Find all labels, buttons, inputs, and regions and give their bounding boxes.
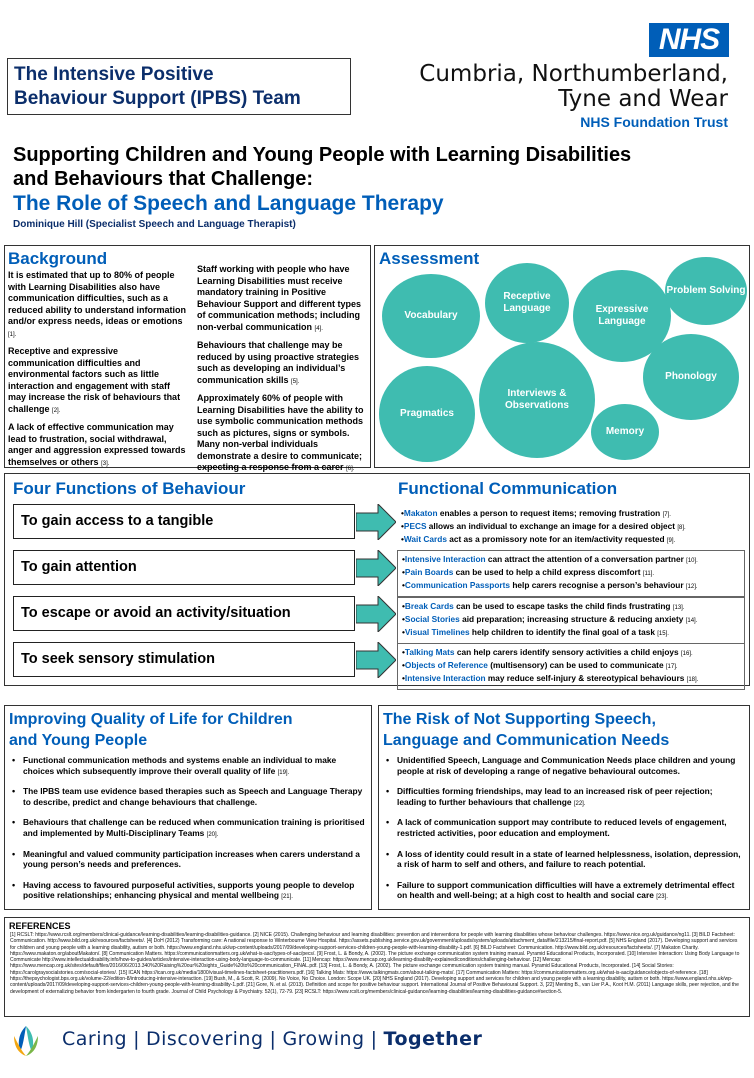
communication-item: •Intensive Interaction may reduce self-injury & stereotypical behaviours [18].	[402, 673, 699, 683]
list-item: • Functional communication methods and systems enable an individual to make choices which subsequently improve their overall quality of life [19].	[23, 755, 365, 778]
poster-subtitle: The Role of Speech and Language Therapy	[13, 192, 444, 215]
communication-item: •Objects of Reference (multisensory) can be used to communicate [17].	[402, 660, 678, 670]
footer-values: Caring | Discovering | Growing | Together	[62, 1028, 483, 1050]
assessment-circle-phonology: Phonology	[643, 334, 739, 420]
risk-list	[379, 751, 749, 903]
arrow-right-icon	[356, 504, 396, 540]
assessment-circle-interviews-observations: Interviews & Observations	[479, 342, 595, 458]
communication-item: •Wait Cards act as a promissory note for an item/activity requested [9].	[401, 534, 676, 544]
author: Dominique Hill (Specialist Speech and Language Therapist)	[13, 219, 296, 230]
references-panel	[4, 917, 750, 1017]
assessment-circle-receptive-language: Receptive Language	[485, 263, 569, 343]
list-item: • A loss of identity could result in a state of learned helplessness, isolation, depression, a risk of harm to self and others, and failure to reach potential.	[397, 849, 743, 872]
list-item: • Behaviours that challenge can be reduced when communication training is prioritised and implemented by Multi-Disciplinary Teams [20].	[23, 817, 365, 840]
background-paragraph: Behaviours that challenge may be reduced by using proactive strategies such as developing an individual’s communication skills [5].	[197, 340, 360, 385]
communication-item: •Intensive Interaction can attract the attention of a conversation partner [10].	[402, 554, 698, 564]
communication-item: •Break Cards can be used to escape tasks the child finds frustrating [13].	[402, 601, 685, 611]
footer-value: Discovering	[146, 1028, 264, 1050]
quality-of-life-panel	[4, 705, 372, 910]
nhs-logo: NHS	[649, 23, 729, 57]
background-paragraph: Receptive and expressive communication difficulties and environmental factors such as little interaction and engagement with staff may increase the risk of behaviours that challenge [2].	[8, 346, 181, 414]
communication-item: •Talking Mats can help carers identify sensory activities a child enjoys [16].	[402, 647, 693, 657]
assessment-heading: Assessment	[379, 249, 480, 268]
background-paragraph: A lack of effective communication may lead to frustration, social withdrawal, anger and aggression expressed towards themselves or others [3].	[8, 422, 186, 467]
list-item: • Unidentified Speech, Language and Communication Needs place children and young people at risk of developing a range of negative behavioural outcomes.	[397, 755, 743, 778]
communication-box-tangible	[397, 504, 745, 550]
communication-item: •Makaton enables a person to request items; removing frustration [7].	[401, 508, 671, 518]
assessment-circle-pragmatics: Pragmatics	[379, 366, 475, 462]
arrow-right-icon	[356, 596, 396, 632]
poster-title-line2: and Behaviours that Challenge:	[13, 168, 314, 190]
trust-name-line2: Tyne and Wear	[558, 86, 728, 112]
background-right-column	[197, 264, 367, 481]
communication-box-escape	[397, 597, 745, 644]
list-item: • Having access to favoured purposeful activities, supports young people to develop positive relationships; enhancing physical and mental wellbeing [21].	[23, 880, 365, 903]
risk-heading: The Risk of Not Supporting Speech, Language and Communication Needs	[383, 711, 670, 749]
assessment-circle-memory: Memory	[591, 404, 659, 460]
references-heading: REFERENCES	[9, 921, 71, 931]
list-item: • Difficulties forming friendships, may lead to an increased risk of peer rejection; leading to further behaviours that challenge [22].	[397, 786, 743, 809]
trust-name	[419, 62, 728, 131]
communication-box-attention	[397, 550, 745, 597]
trust-name-line1: Cumbria, Northumberland,	[419, 61, 728, 87]
risk-panel	[378, 705, 750, 910]
communication-item: •Social Stories aid preparation; increasing structure & reducing anxiety [14].	[402, 614, 698, 624]
functional-communication-heading: Functional Communication	[398, 479, 618, 498]
background-paragraph: Staff working with people who have Learning Disabilities must receive mandatory training in Positive Behaviour Support and different types of communication methods; including non-verbal communication [4].	[197, 264, 362, 332]
poster-title	[13, 143, 733, 191]
assessment-circle-problem-solving: Problem Solving	[665, 257, 747, 325]
poster-title-line1: Supporting Children and Young People with Learning Disabilities	[13, 144, 632, 166]
list-item: • A lack of communication support may contribute to reduced levels of engagement, restricted activities, poor education and employment.	[397, 817, 743, 840]
quality-of-life-list	[5, 751, 371, 903]
footer-value: Caring	[62, 1028, 128, 1050]
trust-name-line3: NHS Foundation Trust	[580, 114, 728, 130]
team-title-line2: Behaviour Support (IPBS) Team	[14, 88, 301, 109]
background-heading: Background	[8, 249, 108, 268]
footer-value: Growing	[282, 1028, 365, 1050]
assessment-circle-expressive-language: Expressive Language	[573, 270, 671, 362]
communication-item: •Visual Timelines help children to identify the final goal of a task [15].	[402, 627, 669, 637]
assessment-panel	[374, 245, 750, 468]
list-item: • Failure to support communication difficulties will have a extremely detrimental effect on health and well-being; at a high cost to health and social care [23].	[397, 880, 743, 903]
function-row-escape: To escape or avoid an activity/situation	[13, 596, 355, 631]
communication-item: •PECS allows an individual to exchange an image for a desired object [8].	[401, 521, 686, 531]
background-panel	[4, 245, 371, 472]
communication-item: •Pain Boards can be used to help a child express discomfort [11].	[402, 567, 655, 577]
list-item: • Meaningful and valued community participation increases when carers understand a young person’s needs and preferences.	[23, 849, 365, 872]
references-text: [1] RCSLT: https://www.rcslt.org/members/clinical-guidance/learning-disabilities/learning-disabilities-guidance. [2] NICE (2015). Challenging behaviour and learning disabilities: prevention and interventions for people with learning disabilities whose behaviour challenges. https://www.nice.org.uk/guidance/ng11. [3] BILD Factsheet: Communication. http://www.bild.org.uk/resources/factsheets/. [4] DoH (2012) Transforming care: A national response to Winterbourne View Hospital. https://assets.publishing.service.gov.uk/government/uploads/system/uploads/attachment_data/file/213215/final-report.pdf. [5] NHS England (2017). Developing support and services for children and young people with a learning disability, autism or both. https://www.england.nhs.uk/wp-content/uploads/2017/09/developing-support-services-children-young-people-with-learning-disability-1.pdf. [6] BILD Factsheet: Communication. http://www.bild.org.uk/resources/factsheets/. [7] Makaton Charity. https://www.makaton.org/aboutMakaton/. [8] Communication Matters. https://communicationmatters.org.uk/what-is-aac/types-of-aac/pecs/. [9] Frost, L. & Bondy, A. (2002). The picture exchange communication system training manual. Pyramid Educational Products, Incorporated. [10] Intensive Interaction: Using Body Language to Communicate http://www.intellectualdisability.info/how-to-guides/articles/intensive-interaction-using-body-language-to-communicate. [11] Mencap: https://www.mencap.org.uk/learning-disability-explained/conditions/challenging-behaviour. [12] Mencap: https://www.mencap.org.uk/sites/default/files/2016/06/2013.340%20Raising%20our%20sights_Guide%20to%20communication_FINAL.pdf. [13] Frost, L. & Bondy, A. (2002). The picture exchange communication system training manual. Pyramid Educational Products, Incorporated. [14] Social Stories: https://carolgraysocialstories.com/social-stories/. [15] ICAN https://ican.org.uk/media/1800/visual-timelines-factsheet-practitioners.pdf. [16] Talking Mats: https://www.talkingmats.com/about-talking-mats/. [17] Communication Matters: https://communicationmatters.org.uk/what-is-aac/guidance/objects-of-reference. [18] https://thepsychologist.bps.org.uk/volume-22/edition-8/introducing-intensive-interaction. [19] Bush, M., & Scott, R. (2009). No Voice, No Choice. London: Scope UK. [20] NHS England (2017). Developing support and services for children and young people with a learning disability, autism or both. https://www.england.nhs.uk/wp-content/uploads/2017/09/developing-support-services-children-young-people-with-learning-disability-1.pdf. [21] Gore, N. et al. (2013). Definition and scope for positive behaviour support. International Journal of Positive Behavioural Support. 3, [22] Menting B., van Lier P.A., Koot H.M. (2011) Language skills, peer rejection, and the development of externalizing behavior from kindergarten to fourth grade. Journal of Child Psychology & Psychiatry. 52(1), 72-79. [23] RCSLT: https://www.rcslt.org/members/clinical-guidance/learning-disabilities/learning-disabilities-guidance#section-5.	[10, 932, 740, 995]
functions-panel	[4, 473, 750, 686]
list-item: • The IPBS team use evidence based therapies such as Speech and Language Therapy to describe, predict and change behaviours that challenge.	[23, 786, 365, 809]
cntw-logo-icon	[8, 1022, 44, 1058]
background-left-column	[8, 270, 186, 475]
team-title-box	[7, 58, 351, 115]
function-row-sensory: To seek sensory stimulation	[13, 642, 355, 677]
communication-box-sensory	[397, 643, 745, 690]
function-row-attention: To gain attention	[13, 550, 355, 585]
quality-of-life-heading: Improving Quality of Life for Children and Young People	[9, 711, 293, 749]
footer-value: Together	[383, 1028, 483, 1050]
background-paragraph: It is estimated that up to 80% of people with Learning Disabilities also have communication difficulties, such as a reduced ability to understand information and/or express needs, ideas or emotions [1].	[8, 270, 187, 338]
assessment-circle-vocabulary: Vocabulary	[382, 274, 480, 358]
function-row-tangible: To gain access to a tangible	[13, 504, 355, 539]
arrow-right-icon	[356, 642, 396, 678]
arrow-right-icon	[356, 550, 396, 586]
background-paragraph: Approximately 60% of people with Learning Disabilities have the ability to use symbolic communication methods such as pictures, signs or symbols. Many non-verbal individuals demonstrate a desire to communicate; expecting a response from a carer [6].	[197, 393, 364, 472]
four-functions-heading: Four Functions of Behaviour	[13, 479, 246, 498]
team-title-line1: The Intensive Positive	[14, 64, 214, 85]
communication-item: •Communication Passports help carers recognise a person’s behaviour [12].	[402, 580, 698, 590]
